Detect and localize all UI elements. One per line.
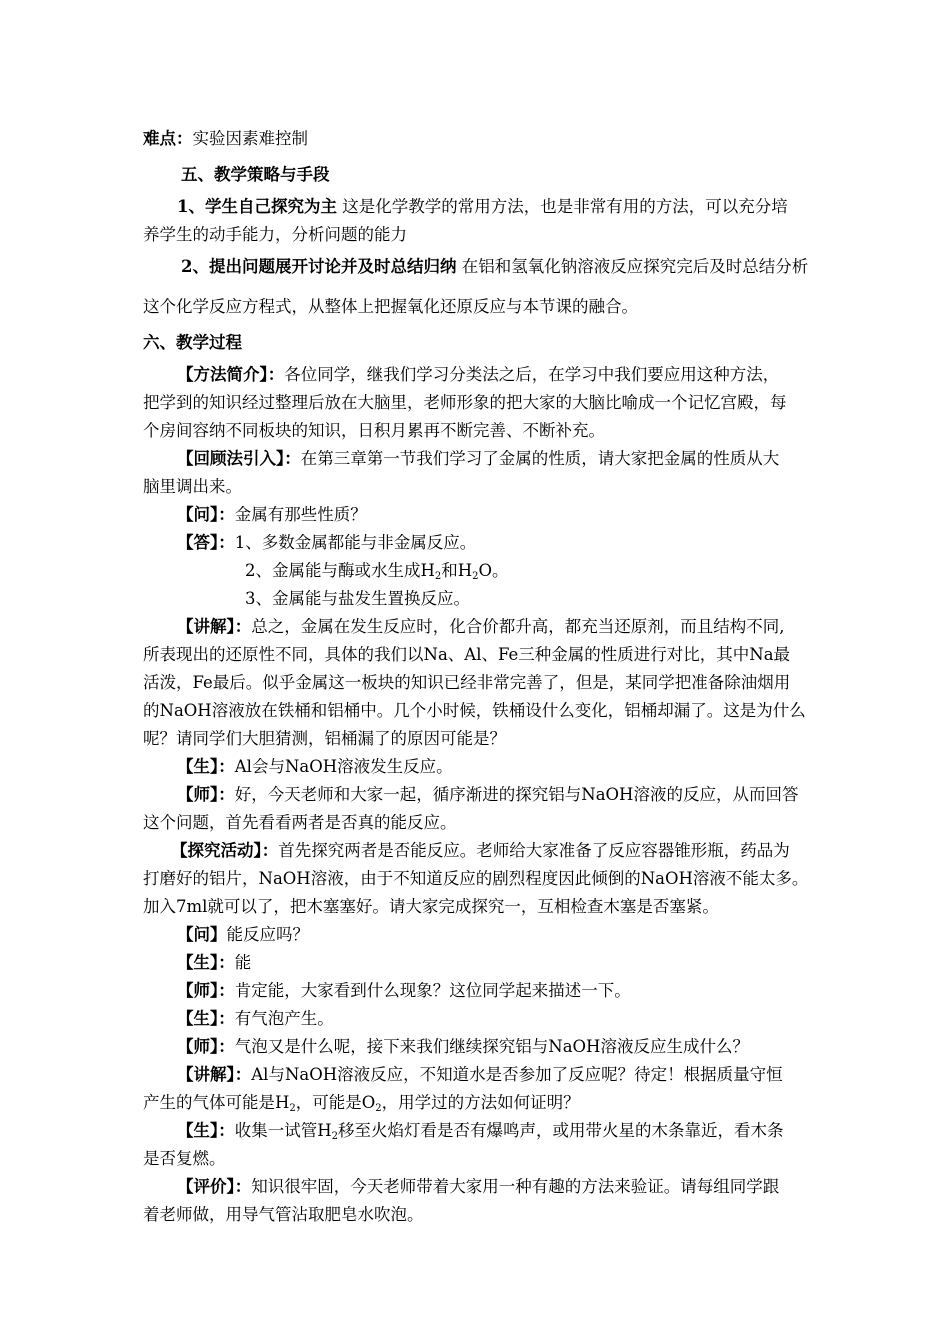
section5-item1-cont: 养学生的动手能力，分析问题的能力 <box>143 225 407 244</box>
question-1: 【问】：金属有那些性质？ <box>177 505 367 524</box>
section5-title: 五、教学策略与手段 <box>181 165 330 184</box>
inquiry-activity-l3: 加入7ml就可以了，把木塞塞好。请大家完成探究一，互相检查木塞是否塞紧。 <box>143 897 719 916</box>
explain-1-l2: 所表现出的还原性不同，具体的我们以Na、Al、Fe三种金属的性质进行对比，其中Na最 <box>143 645 791 664</box>
teacher-1-l2: 这个问题，首先看看两者是否真的能反应。 <box>143 813 457 832</box>
answer-2: 2、金属能与酶或水生成$H_2$和$H_2O$。 <box>245 561 509 582</box>
review-intro: 【回顾法引入】：在第三章第一节我们学习了金属的性质，请大家把金属的性质从大 <box>177 449 780 468</box>
difficulty-label: 难点： <box>143 129 193 148</box>
student-4: 【生】：收集一试管$H_2$移至火焰灯看是否有爆鸣声，或用带火星的木条靠近，看木条 <box>177 1121 784 1142</box>
student-3: 【生】：有气泡产生。 <box>177 1009 334 1028</box>
explain-2: 【讲解】：Al与NaOH溶液反应，不知道水是否参加了反应呢？待定！根据质量守恒 <box>177 1065 783 1084</box>
section6-title: 六、教学过程 <box>143 333 242 352</box>
explain-1-l5: 呢？请同学们大胆猜测，铝桶漏了的原因可能是？ <box>143 729 506 748</box>
answer-3: 3、金属能与盐发生置换反应。 <box>245 589 470 608</box>
section5-item2-cont: 这个化学反应方程式，从整体上把握氧化还原反应与本节课的融合。 <box>143 297 638 316</box>
method-intro: 【方法简介】：各位同学，继我们学习分类法之后，在学习中我们要应用这种方法， <box>177 365 780 384</box>
evaluation-l2: 着老师做，用导气管沾取肥皂水吹泡。 <box>143 1205 424 1224</box>
teacher-1: 【师】：好，今天老师和大家一起，循序渐进的探究铝与NaOH溶液的反应，从而回答 <box>177 785 799 804</box>
student-2: 【生】：能 <box>177 953 252 972</box>
section5-item1: 1、学生自己探究为主 这是化学教学的常用方法，也是非常有用的方法，可以充分培 <box>177 197 788 216</box>
review-intro-l2: 脑里调出来。 <box>143 477 242 496</box>
teacher-3: 【师】：气泡又是什么呢，接下来我们继续探究铝与NaOH溶液反应生成什么？ <box>177 1037 749 1056</box>
student-4-l2: 是否复燃。 <box>143 1149 226 1168</box>
inquiry-activity: 【探究活动】：首先探究两者是否能反应。老师给大家准备了反应容器锥形瓶，药品为 <box>171 841 790 860</box>
student-1: 【生】：Al会与NaOH溶液发生反应。 <box>177 757 453 776</box>
explain-2-l2: 产生的气体可能是$H_2$，可能是$O_2$，用学过的方法如何证明？ <box>143 1093 580 1114</box>
explain-1-l3: 活泼，Fe最后。似乎金属这一板块的知识已经非常完善了，但是，某同学把准备除油烟用 <box>143 673 791 692</box>
difficulty-text: 实验因素难控制 <box>192 129 308 148</box>
explain-1-l4: 的NaOH溶液放在铁桶和铝桶中。几个小时候，铁桶设什么变化，铝桶却漏了。这是为什么 <box>143 701 806 720</box>
question-2: 【问】能反应吗？ <box>177 925 309 944</box>
teacher-2: 【师】：肯定能，大家看到什么现象？这位同学起来描述一下。 <box>177 981 631 1000</box>
method-intro-l3: 个房间容纳不同板块的知识，日积月累再不断完善、不断补充。 <box>143 421 605 440</box>
evaluation: 【评价】：知识很牢固，今天老师带着大家用一种有趣的方法来验证。请每组同学跟 <box>177 1177 780 1196</box>
method-intro-l2: 把学到的知识经过整理后放在大脑里，老师形象的把大家的大脑比喻成一个记忆宫殿，每 <box>143 393 787 412</box>
inquiry-activity-l2: 打磨好的铝片，NaOH溶液，由于不知道反应的剧烈程度因此倾倒的NaOH溶液不能太多。 <box>143 869 809 888</box>
answer-1: 【答】：1、多数金属都能与非金属反应。 <box>177 533 477 552</box>
difficulty-line <box>143 128 308 150</box>
explain-1: 【讲解】：总之，金属在发生反应时，化合价都升高，都充当还原剂，而且结构不同, <box>177 617 785 636</box>
section5-item2: 2、提出问题展开讨论并及时总结归纳 在铝和氢氧化钠溶液反应探究完后及时总结分析 <box>181 257 809 276</box>
